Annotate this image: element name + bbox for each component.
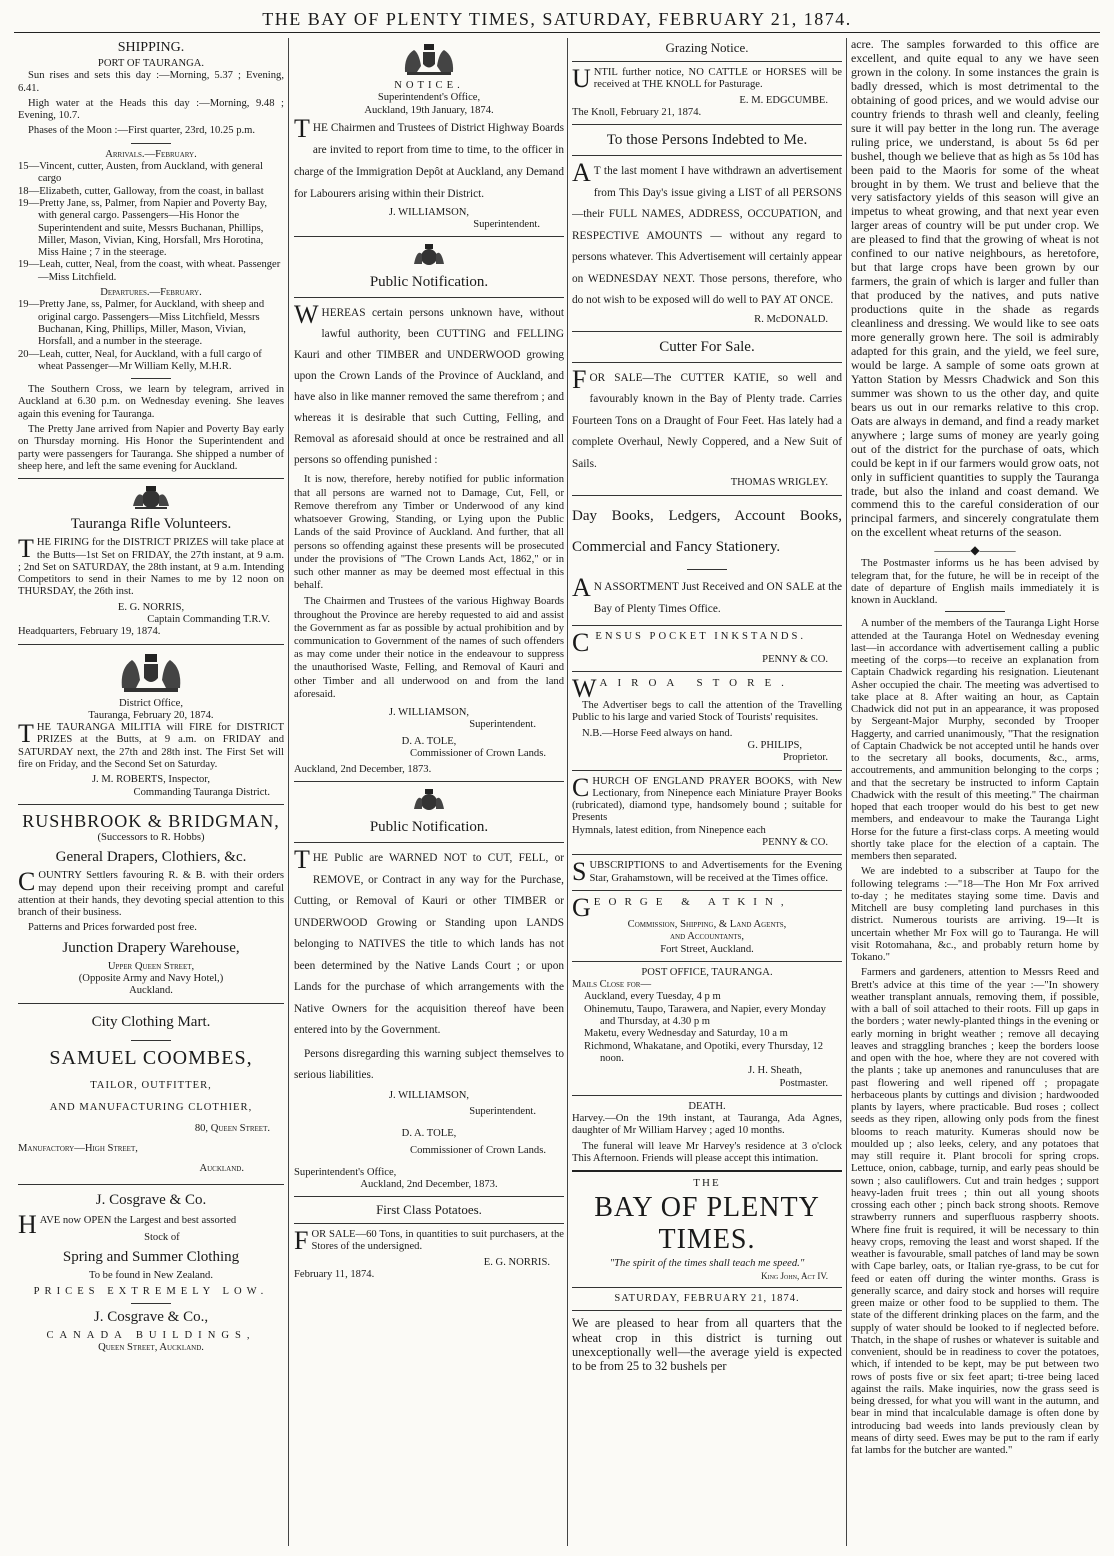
wairoa-signature-title: Proprietor. [782,752,828,764]
rifle-signature: E. G. NORRIS, [117,601,185,613]
ornament-divider: ———◆——— [934,543,1016,558]
tide-line: Sun rises and sets this day :—Morning, 5.37 ; Evening, 6.41. [18,70,284,94]
ga-title: EORGE & ATKIN, [593,895,792,908]
militia-date: Tauranga, February 20, 1874. [88,709,214,721]
rifle-title: Tauranga Rifle Volunteers. [70,516,232,533]
paper-motto-source: King John, Act IV. [761,1270,828,1281]
divider [572,1095,842,1096]
indebted-title: To those Persons Indebted to Me. [606,132,808,149]
shipping-title: SHIPPING. [117,40,185,55]
rifle-signature-title: Captain Commanding T.R.V. [147,613,270,625]
port-title: PORT OF TAURANGA. [97,58,205,69]
pn2-office: Superintendent's Office, [294,1166,397,1178]
drop-cap: U [572,64,591,93]
divider [945,611,1005,612]
cosgrave-stock: Stock of [144,1231,180,1243]
paper-the: THE [693,1177,721,1190]
divider [294,236,564,237]
pn2-body: Persons disregarding this warning subject themselves to serious liabilities. [294,1047,564,1081]
divider [572,155,842,156]
divider [572,671,842,672]
drop-cap: A [572,572,591,602]
divider [572,124,842,125]
rb-title: RUSHBROOK & BRIDGMAN, [22,810,280,831]
arrivals-title: Arrivals.—February. [105,148,197,160]
wairoa-signature: G. PHILIPS, [747,739,802,751]
postmaster-note: The Postmaster informs us he has been advised by telegram that, for the future, he will be in receipt of the date of departure of English mails immediately it is known in Auckland. [851,557,1099,607]
royal-crest-icon [129,484,173,510]
drop-cap: F [294,1226,309,1256]
church-hymnals: Hymnals, latest edition, from Ninepence each [572,824,766,836]
daybooks: Day Books, Ledgers, Account Books, Commercial and Fancy Stationery. [572,507,842,555]
ga-line: Fort Street, Auckland. [660,943,754,955]
potatoes-date: February 11, 1874. [294,1269,375,1280]
departures-title: Departures.—February. [100,287,202,299]
divider [131,1303,171,1304]
cosgrave-found: To be found in New Zealand. [89,1269,213,1281]
rb-opposite: (Opposite Army and Navy Hotel,) [78,973,224,985]
po-signature-title: Postmaster. [779,1077,828,1089]
notice-title: NOTICE. [394,80,464,91]
city-clothing-title: City Clothing Mart. [91,1013,211,1030]
divider [572,61,842,62]
column-4 [851,38,1099,1546]
drop-cap: F [572,364,587,394]
drop-cap: W [572,674,597,704]
arrival-item: 15—Vincent, cutter, Austen, from Auckland, with general cargo [18,161,263,185]
editorial-continued: acre. The samples forwarded to this office are excellent, and quite equal to any we have seen grown in the colony. In some instances the grain is badly dressed, which is most detrimental to the obtaining of good prices, and we would advise our country friends to thrash well and cleanly, feeling sure it will pay better in the long run. The average ruling price, we understand, is about 5s 6d per bushel, though we believe that as high as 5s 10d has been paid to the Maoris for some of the wheat brought in by them. We trust and believe that the very satisfactory yields of this season will give an impetus to wheat growing, and that next year even larger areas of country will be put under crop. We are pleased to find that the growing of wheat is not confined to our native neighbours, as heretofore, but that large crops have been grown by our farmers, the grain of which is larger and fuller than that produced by the natives, and puts native productions quite in the shade as regards cleanliness and dressing. We would like to see oats more generally grown here. The soil is admirably adapted for this grain, and the yield, we feel sure, would be large. A sample of some oats grown at Yatton Station by Messrs Chadwick and Son this summer was shown to us the other day, and quite bears us out in our remarks relative to this crop. Oats are always in demand, and find a ready market anywhere ; large sums of money are yearly going out of the district for the purchase of oats, which could be kept in if our farmers would grow oats, not only in sufficient quantities to supply the Tauranga trade, but also the inland and coast demand. We commend this to the careful consideration of our principal farmers, and sincerely congratulate them on the excellent wheat returns of the season. [851,38,1099,540]
masthead: THE BAY OF PLENTY TIMES, SATURDAY, FEBRUARY 21, 1874. [14,6,1100,33]
drop-cap: G [572,892,591,922]
divider [294,1223,564,1224]
pn1-date: Auckland, 2nd December, 1873. [294,764,432,776]
shipping-note: The Pretty Jane arrived from Napier and Poverty Bay early on Thursday morning. His Honor the Superintendent and party were passengers for Tauranga. She shipped a number of sheep here, and left the same evening for Auckland. [18,424,284,472]
pn1-signature: J. WILLIAMSON, [388,706,470,718]
public-notification-title: Public Notification. [369,819,489,836]
cosgrave-spring: Spring and Summer Clothing [62,1248,240,1265]
divider [572,1170,842,1172]
pn2-body: HE Public are WARNED NOT to CUT, FELL, or REMOVE, or Contract in any way for the Purchase, Cutting, or Removal of Kauri or other TIMBER or UNDERWOOD Growing or Standing upon LANDS belonging to NATIVES the title to which lands has not been determined by the Native Lands Court ; or upon Lands for the purchase of which arrangements with the Native Owners for the acquisition thereof have been entered into by the Government. [294,852,564,1037]
sc-factory: Manufactory—High Street, [18,1142,138,1154]
pn2-signature: D. A. TOLE, [401,1128,457,1140]
divider [687,569,727,570]
potatoes-title: First Class Potatoes. [376,1202,482,1218]
ga-line: and Accountants, [669,931,745,943]
potatoes-body: OR SALE—60 Tons, in quantities to suit purchasers, at the Stores of the undersigned. [311,1229,564,1253]
pn1-body: HEREAS certain persons unknown have, without lawful authority, been CUTTING and FELLING Kauri and other TIMBER and UNDERWOOD growing upon the Crown Lands of the Province of Auckland, and have also in like manner removed the same therefrom ; and whereas it is desirable that such Cutting, Felling, and Removal as aforesaid should at once be restrained and all persons so offending punished : [294,307,564,467]
divider [131,1040,171,1041]
rb-body: OUNTRY Settlers favouring R. & B. with their orders may depend upon their receiving prompt and careful attention at their hands, they devoting special attention to this branch of their business. [18,870,284,919]
drop-cap: T [294,113,310,143]
notice-office: Superintendent's Office, [377,92,481,104]
column-1 [18,38,284,1546]
column-divider [288,38,289,1546]
samuel-coombes-title: SAMUEL COOMBES, [49,1046,253,1069]
royal-crest-icon [411,787,447,813]
po-line: Richmond, Whakatane, and Opotiki, every Thursday, 12 noon. [584,1040,823,1064]
paper-motto: "The spirit of the times shall teach me speed." [609,1257,805,1269]
divider [18,644,284,645]
sc-city: Auckland. [199,1162,244,1174]
departure-item: 20—Leah, cutter, Neal, for Auckland, with a full cargo of wheat Passenger—Mr William Kelly, M.H.R. [18,348,262,372]
notice-date: Auckland, 19th January, 1874. [364,104,494,116]
sc-address: 80, Queen Street. [194,1122,270,1134]
tide-line: Phases of the Moon :—First quarter, 23rd, 10.25 p.m. [28,125,256,137]
census-title: ENSUS POCKET INKSTANDS. [595,630,807,642]
divider [131,143,171,144]
cosgrave-street: Queen Street, Auckland. [98,1341,204,1353]
grazing-date: The Knoll, February 21, 1874. [572,106,702,118]
census-signature: PENNY & CO. [762,653,828,665]
divider [294,1196,564,1197]
divider [18,1003,284,1004]
militia-signature-title: Commanding Tauranga District. [133,786,270,798]
divider [572,331,842,332]
divider [572,770,842,771]
grazing-signature: E. M. EDGCUMBE. [739,94,828,106]
arrival-item: 19—Leah, cutter, Neal, from the coast, with wheat. Passenger—Miss Litchfield. [18,259,281,283]
subscriptions-body: UBSCRIPTIONS to and Advertisements for the Evening Star, Grahamstown, will be received at the Times office. [589,860,842,884]
cutter-signature: THOMAS WRIGLEY. [730,477,828,489]
po-mails: Mails Close for— [572,979,652,991]
coat-of-arms-icon [401,42,457,76]
death-body: Harvey.—On the 19th instant, at Tauranga, Ada Agnes, daughter of Mr William Harvey ; aged 10 months. [572,1113,842,1137]
arrival-item: 18—Elizabeth, cutter, Galloway, from the coast, in ballast [18,185,264,197]
church-signature: PENNY & CO. [762,837,828,849]
column-divider [567,38,568,1546]
cosgrave-canada: CANADA BUILDINGS, [46,1329,256,1341]
column-divider [846,38,847,1546]
ga-line: Commission, Shipping, & Land Agents, [627,918,787,930]
death-title: DEATH. [688,1100,726,1112]
divider [131,378,171,379]
divider [572,890,842,891]
royal-crest-icon [411,242,447,268]
notice-signature-title: Superintendent. [473,219,540,231]
pn1-signature-title: Commissioner of Crown Lands. [410,747,546,759]
divider [18,804,284,805]
drop-cap: S [572,857,587,887]
po-line: Maketu, every Wednesday and Saturday, 10 a m [584,1028,788,1040]
light-horse-article: A number of the members of the Tauranga Light Horse attended at the Tauranga Hotel on Wednesday evening last—in accordance with advertisement calling a public meeting of the corps—to receive an explanation from Captain Chadwick regarding his resignation. Lieutenant Asher occupied the chair. The meeting was advertised to take place at 8. After waiting an hour, as Captain Chadwick did not put in an appearance, it was proposed by Sergeant-Major Murphy, seconded by Trooper Haggerty, and carried unanimously, "That the resignation of Captain Chadwick be not accepted until he hands over to the secretary all books, documents, &c., arms, accoutrements, and ammunition belonging to the corps ; and that the secretary be instructed to inform Captain Chadwick with the result of this meeting." The chairman hoped that each trooper would do his best to get new members, and endeavour to make the Tauranga Light Horse for the future a first-class corps. A meeting would shortly take place for the election of a captain. The members then separated. [851,617,1099,863]
divider [572,961,842,962]
drop-cap: W [294,300,319,330]
public-notification-title: Public Notification. [369,274,489,291]
divider [572,854,842,855]
divider [294,781,564,782]
notice-signature: J. WILLIAMSON, [388,206,470,218]
notice-body: HE Chairmen and Trustees of District Highway Boards are invited to report from time to time, to the officer in charge of the Immigration Depôt at Auckland, any Demand for Labourers arising within their District. [294,121,564,200]
pn1-signature-title: Superintendent. [469,719,536,731]
drop-cap: T [18,534,34,564]
wairoa-nb: N.B.—Horse Feed always on hand. [582,727,733,739]
rb-warehouse: Junction Drapery Warehouse, [62,939,240,956]
cosgrave-title-2: J. Cosgrave & Co., [93,1308,209,1325]
wairoa-title: AIROA STORE. [599,677,794,690]
cosgrave-prices: PRICES EXTREMELY LOW. [33,1286,269,1298]
tides [18,70,284,137]
po-line: Auckland, every Tuesday, 4 p m [584,991,721,1003]
paper-name: BAY OF PLENTY TIMES. [594,1191,820,1255]
rb-street: Upper Queen Street, [107,960,195,972]
drop-cap: C [18,867,36,897]
grazing-body: NTIL further notice, NO CATTLE or HORSES will be received at THE KNOLL for Pasturage. [593,67,842,91]
rb-city: Auckland. [129,985,173,997]
po-line: Ohinemutu, Taupo, Tarawera, and Napier, every Monday and Thursday, at 4.30 p m [584,1003,826,1028]
church-body: HURCH OF ENGLAND PRAYER BOOKS, with New Lectionary, from Ninepence each Miniature Prayer Books (rubricated), diamond type, handsomely bound ; suitable for Presents [572,775,842,824]
indebted-signature: R. McDONALD. [754,313,828,325]
militia-office: District Office, [119,697,183,709]
divider [294,842,564,843]
drop-cap: A [572,158,591,188]
shipping-note: The Southern Cross, we learn by telegram, arrived in Auckland at 6.30 p.m. on Wednesday evening. She leaves again this evening for Tauranga. [18,384,284,420]
cosgrave-title: J. Cosgrave & Co. [95,1191,207,1208]
cosgrave-body: AVE now OPEN the Largest and best assorted [39,1214,237,1226]
coat-of-arms-icon [116,650,186,694]
column-2 [294,38,564,1546]
divider [572,1310,842,1311]
rb-subtitle: General Drapers, Clothiers, &c. [55,849,247,866]
taupo-article: We are indebted to a subscriber at Taupo for the following telegrams :—"18—The Hon Mr Fox arrived to-day ; he meditates staying some time. Davis and Mitchell are busy completing land purchases in this district. Numerous tourists are arriving. 19—It is uncertain whether Mr Fox will go to Tauranga. He will visit Rotomahana, &c., and probably return home by Tokano." [851,865,1099,964]
divider [572,1287,842,1288]
pn2-signature-title: Superintendent. [469,1106,536,1118]
wairoa-body: The Advertiser begs to call the attention of the Travelling Public to his large and varied Stock of Tourists' requisites. [572,700,842,724]
paper-date: SATURDAY, FEBRUARY 21, 1874. [614,1293,800,1305]
sc-trade: AND MANUFACTURING CLOTHIER, [49,1101,253,1113]
departure-item: 19—Pretty Jane, ss, Palmer, for Auckland, with sheep and original cargo. Passengers—Miss Litchfield, Messrs Buchanan, King, Phillips, Miller, Mason, Vivian, Horsfall, and a number in the steerage. [18,299,265,348]
potatoes-signature: E. G. NORRIS. [483,1256,550,1268]
pn1-body: It is now, therefore, hereby notified for public information that all persons are warned not to Damage, Cut, Fell, or Remove therefrom any Timber or Underwood of any kind whatsoever Growing, Standing, or Lying upon the Public Lands of the said Province of Auckland. And further, that all persons so offending against these presents will be prosecuted under the provisions of "The Crown Lands Act, 1862," or in such other manner as may be deemed most effectual in this behalf. [294,474,564,592]
pn2-signature-title: Commissioner of Crown Lands. [410,1144,546,1156]
editorial-start: We are pleased to hear from all quarters that the wheat crop in this district is turning out unexceptionally well—the average yield is expected to be from 25 to 32 bushels per [572,1316,842,1374]
divider [572,495,842,496]
cutter-body: OR SALE—The CUTTER KATIE, so well and favourably known in the Bay of Plenty trade. Carries Fourteen Tons on a Draught of Four Feet. Has lately had a complete Overhaul, Newly Coppered, and a New Suit of Sails. [572,371,842,470]
drop-cap: C [572,772,590,802]
drop-cap: T [18,719,34,749]
drop-cap: T [294,845,310,875]
arrival-item: 19—Pretty Jane, ss, Palmer, from Napier and Poverty Bay, with general cargo. Passengers—His Honor the Superintendent and suite, Messrs Buchanan, Phillips, Miller, Mason, Vivian, King, Horsfall, Mrs Horotina, Miss Haine ; 7 in the steerage. [18,197,267,259]
divider [18,1184,284,1185]
po-title: POST OFFICE, TAURANGA. [641,966,773,978]
pn2-signature: J. WILLIAMSON, [388,1089,470,1101]
rifle-date: Headquarters, February 19, 1874. [18,626,161,638]
column-3 [572,38,842,1546]
tide-line: High water at the Heads this day :—Morning, 9.48 ; Evening, 10.7. [18,97,284,122]
militia-body: HE TAURANGA MILITIA will FIRE for DISTRICT PRIZES at the Butts, at 9 a.m. on FRIDAY and SATURDAY next, the 27th and 28th inst. The First Set will fire on Friday, and the Second Set on Saturday. [18,722,284,771]
indebted-body: T the last moment I have withdrawn an advertisement from This Day's issue giving a LIST of all PERSONS—their FULL NAMES, ADDRESS, OCCUPATION, and RESPECTIVE AMOUNTS — without any regard to persons whatever. This Advertisement will certainly appear on WEDNESDAY NEXT. Those persons, therefore, who do not wish to be exposed will do well to PAY AT ONCE. [572,165,842,307]
sc-trade: TAILOR, OUTFITTER, [90,1079,212,1091]
death-funeral: The funeral will leave Mr Harvey's residence at 3 o'clock This Afternoon. Friends will please accept this intimation. [572,1140,842,1164]
rifle-body: HE FIRING for the DISTRICT PRIZES will take place at the Butts—1st Set on FRIDAY, the 27th instant, at 9 a.m. ; 2nd Set on SATURDAY, the 28th instant, at 9 a.m. Intending Competitors to send in their Names to me by 12 noon on THURSDAY, the 26th inst. [18,537,284,598]
divider [294,297,564,298]
grazing-title: Grazing Notice. [665,40,749,55]
rb-patterns: Patterns and Prices forwarded post free. [28,922,197,934]
divider [572,625,842,626]
drop-cap: H [18,1209,37,1239]
rb-successor: (Successors to R. Hobbs) [97,831,205,843]
pn1-signature: D. A. TOLE, [401,735,457,747]
drop-cap: C [572,627,593,657]
divider [18,478,284,479]
cutter-title: Cutter For Sale. [659,338,755,355]
divider [572,362,842,363]
pn1-body: The Chairmen and Trustees of the various Highway Boards throughout the Province are hereby requested to aid and assist the Government as far as possible by actual prohibition and by communication to Government of the names of such offenders as may come under their notice in the endeavour to suppress the unauthorised Waste, Felling, and Removal of Kauri and other Timber and all underwood on and from the land aforesaid. [294,596,564,700]
po-signature: J. H. Sheath, [748,1065,802,1077]
militia-signature: J. M. ROBERTS, Inspector, [91,774,211,786]
assortment-body: N ASSORTMENT Just Received and ON SALE at the Bay of Plenty Times Office. [593,580,842,615]
farmers-article: Farmers and gardeners, attention to Messrs Reed and Brett's advice at this time of the year :—"In showery weather transplant annuals, removing them, if possible, with a ball of soil attached to their roots. Fill up gaps in the borders ; water newly-planted things in the evening or early morning in bright weather ; remove all decaying leaves and straggling branches ; keep the borders loose and open with the hoe, where they are not covered with the plants ; take up anemones and ranunculuses that are past flowering and well ripened off ; propagate herbaceous plants by cuttings and division ; hardwooded plants by layers, where practicable. Bud roses ; collect seeds as they ripen, allowing only pods from the finest blooms to reach maturity. Kumeras should now be moulded up ; also leeks, celery, and any potatoes that may still require it. Plant brocoli for spring crops. Lettuce, onion, cabbage, turnip, and early peas should be sown ; also cauliflowers. Cut and train hedges ; support heavy-laden fruit trees ; thin out all young shoots crossing each other ; pinch back strong shoots. Remove strawberry runners and superfluous raspberry shoots. Where fine fruit is required, it will be necessary to thin heavy crops, removing the least and worst shaped. If the weather is favourable, small patches of land may be sown with Cape barley, oats, or Italian rye-grass, to be cut for feed or eaten off during the winter months. Grass is generally scarce, and dairy stock and horses will require green maize or other food to be supplied to them. The state of the different drinking places on the farm, and the supply of water should be looked to if neglected before. Thatch, in the shape of rushes or whatever is suitable and convenient, should be in readiness to cover the potatoes, which, if intended to be kept, may be put between two rows of posts five or six feet apart; ti-tree being laced against the rails. Make inquiries, now the grass seed is being dressed, for what you will want in the autumn, and bear in mind that incalculable damage is often done by introducing bad weeds into lands previously clean by means of dirty seed. Ewes may be put to the ram if early fat lambs for the butcher are wanted." [851,966,1099,1457]
pn2-date: Auckland, 2nd December, 1873. [360,1178,498,1190]
